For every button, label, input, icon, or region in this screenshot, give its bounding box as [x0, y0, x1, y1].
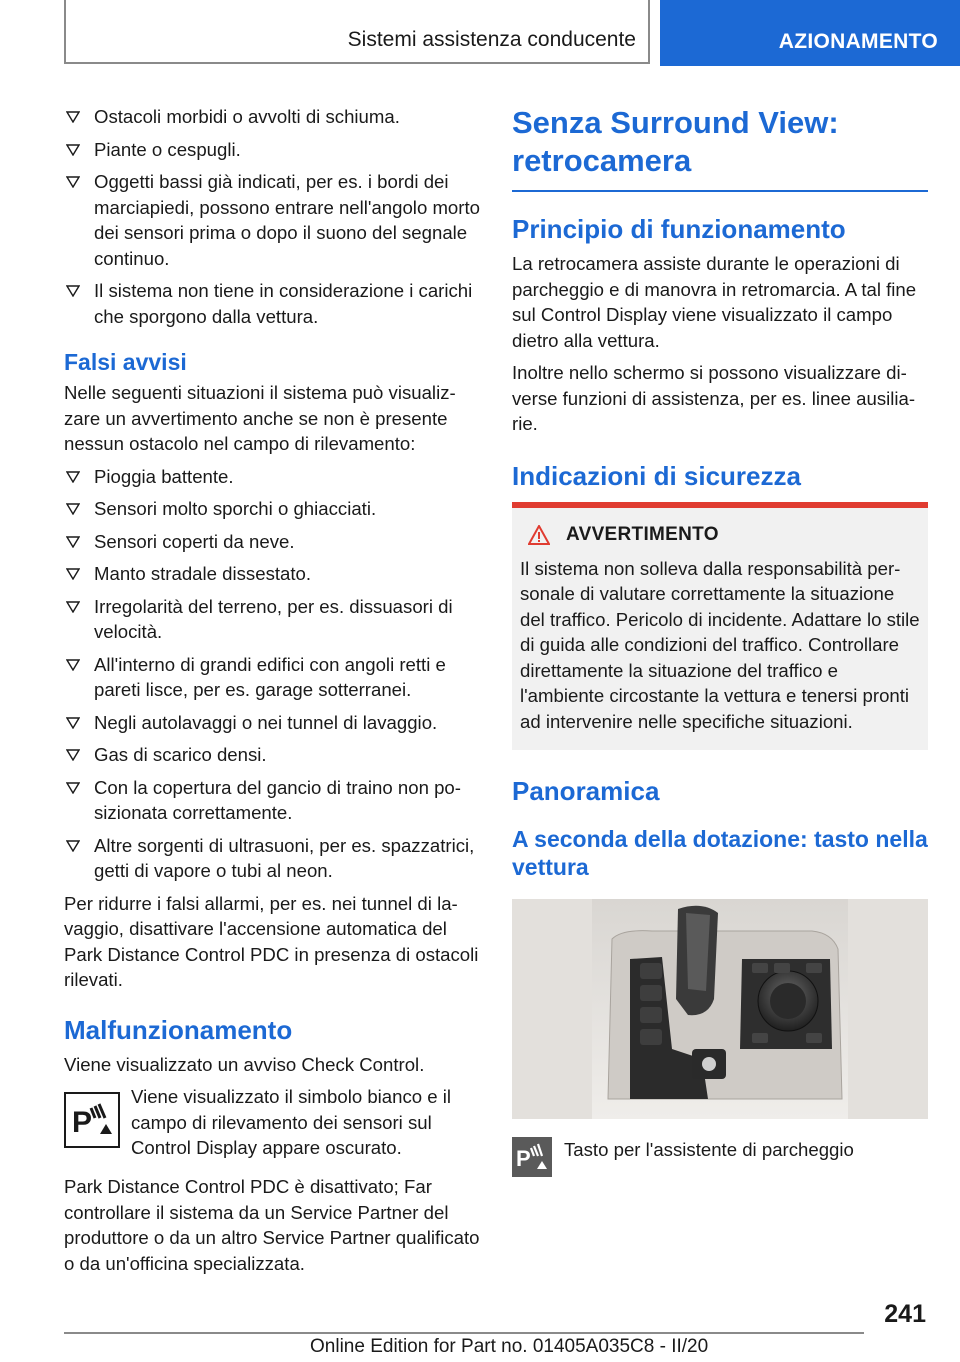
caption-text: Tasto per l'assistente di parcheggio: [564, 1139, 854, 1160]
title-divider: [512, 190, 928, 192]
list-item: Altre sorgenti di ultrasuoni, per es. spazzatrici, getti di vapore o tubi al neon.: [64, 833, 480, 884]
obstacle-list: [64, 104, 480, 329]
list-item: Gas di scarico densi.: [64, 742, 480, 768]
left-column: [64, 104, 480, 1283]
header-section-box: [64, 0, 650, 64]
list-item: All'interno di grandi edifici con angoli retti e pareti lisce, per es. garage sotterranei.: [64, 652, 480, 703]
list-item: Piante o cespugli.: [64, 137, 480, 163]
sicurezza-heading: Indicazioni di sicurezza: [512, 460, 801, 491]
pdc-symbol-description: Viene visualizzato il simbolo bianco e il campo di rilevamento dei sensori sul Control Display appare oscurato.: [131, 1086, 452, 1158]
triangle-bullet-icon: [66, 503, 80, 515]
list-item: Manto stradale dissestato.: [64, 561, 480, 587]
malfunzionamento-intro: Viene visualizzato un avviso Check Control.: [64, 1053, 425, 1075]
triangle-bullet-icon: [66, 840, 80, 852]
list-item: Con la copertura del gancio di traino non posizionata correttamente.: [64, 775, 480, 826]
footer-edition: Online Edition for Part no. 01405A035C8 - II/20: [310, 1336, 709, 1357]
svg-text:P: P: [72, 1106, 93, 1139]
list-item: Oggetti bassi già indicati, per es. i bordi dei marciapiedi, possono entrare nell'angolo morto dei sensori prima o dopo il suono del segnale continuo.: [64, 169, 480, 271]
falsi-avvisi-heading: Falsi avvisi: [64, 349, 187, 375]
list-item: Irregolarità del terreno, per es. dissuasori di velocità.: [64, 594, 480, 645]
header-chapter-title: AZIONAMENTO: [778, 30, 938, 53]
footer-divider: [64, 1332, 864, 1334]
svg-text:P: P: [516, 1146, 531, 1171]
pdc-symbol-row: [64, 1084, 480, 1164]
warning-text: Il sistema non solleva dalla responsabilità personale di valutare correttamente la situazione del traffico. Pericolo di incidente. Adattare lo stile di guida alle condizioni del traffico. Controllare direttamente la situazione del traffico e l'ambiente circostante la vettura e tenersi pronti ad intervenire nelle specifiche situazioni.: [520, 557, 920, 732]
triangle-bullet-icon: [66, 659, 80, 671]
center-console-photo: [512, 899, 928, 1119]
list-item: Sensori coperti da neve.: [64, 529, 480, 555]
page-number: 241: [884, 1300, 926, 1328]
warning-box: [512, 502, 928, 751]
photo-caption: [512, 1137, 928, 1181]
false-alarm-list: [64, 464, 480, 884]
list-item: Il sistema non tiene in considerazione i carichi che sporgono dalla vettura.: [64, 278, 480, 329]
warning-triangle-icon: [528, 525, 550, 545]
park-assist-icon: [512, 1137, 552, 1177]
dotazione-heading: A seconda della dotazione: tasto nella vettura: [512, 826, 928, 880]
warning-title-row: [520, 524, 920, 546]
header-chapter-tab: [660, 0, 960, 66]
triangle-bullet-icon: [66, 782, 80, 794]
triangle-bullet-icon: [66, 144, 80, 156]
triangle-bullet-icon: [66, 568, 80, 580]
triangle-bullet-icon: [66, 176, 80, 188]
falsi-avvisi-outro: Per ridurre i falsi allarmi, per es. nei tunnel di lavaggio, disattivare l'accensione automatica del Park Distance Control PDC in presenza di ostacoli rilevati.: [64, 892, 479, 990]
triangle-bullet-icon: [66, 717, 80, 729]
falsi-avvisi-intro: Nelle seguenti situazioni il sistema può visualizzare un avvertimento anche se non è presente nessun ostacolo nel campo di rilevamento:: [64, 382, 456, 454]
principio-heading: Principio di funzionamento: [512, 214, 846, 244]
triangle-bullet-icon: [66, 471, 80, 483]
section-title: Senza Surround View: retrocamera: [512, 105, 839, 178]
list-item: Pioggia battente.: [64, 464, 480, 490]
principio-paragraph-1: La retrocamera assiste durante le operazioni di parcheggio e di manovra in retromarcia. A tal fine sul Control Display viene visualizzato il campo dietro alla vettura.: [512, 253, 917, 351]
list-item: Ostacoli morbidi o avvolti di schiuma.: [64, 104, 480, 130]
pdc-warning-icon: [64, 1092, 120, 1148]
list-item: Negli autolavaggi o nei tunnel di lavaggio.: [64, 710, 480, 736]
panoramica-heading: Panoramica: [512, 776, 660, 806]
warning-title: AVVERTIMENTO: [566, 523, 719, 545]
principio-paragraph-2: Inoltre nello schermo si possono visualizzare diverse funzioni di assistenza, per es. linee ausiliarie.: [512, 362, 916, 434]
header-section-title: Sistemi assistenza conducente: [347, 28, 636, 51]
triangle-bullet-icon: [66, 285, 80, 297]
triangle-bullet-icon: [66, 601, 80, 613]
right-column: [512, 104, 928, 1181]
triangle-bullet-icon: [66, 536, 80, 548]
malfunzionamento-outro: Park Distance Control PDC è disattivato; Far controllare il sistema da un Service Partner del produttore o da un altro Service Partner qualificato o da un'officina specializzata.: [64, 1176, 480, 1274]
triangle-bullet-icon: [66, 111, 80, 123]
list-item: Sensori molto sporchi o ghiacciati.: [64, 496, 480, 522]
malfunzionamento-heading: Malfunzionamento: [64, 1014, 293, 1045]
triangle-bullet-icon: [66, 749, 80, 761]
page-header: [0, 0, 960, 66]
